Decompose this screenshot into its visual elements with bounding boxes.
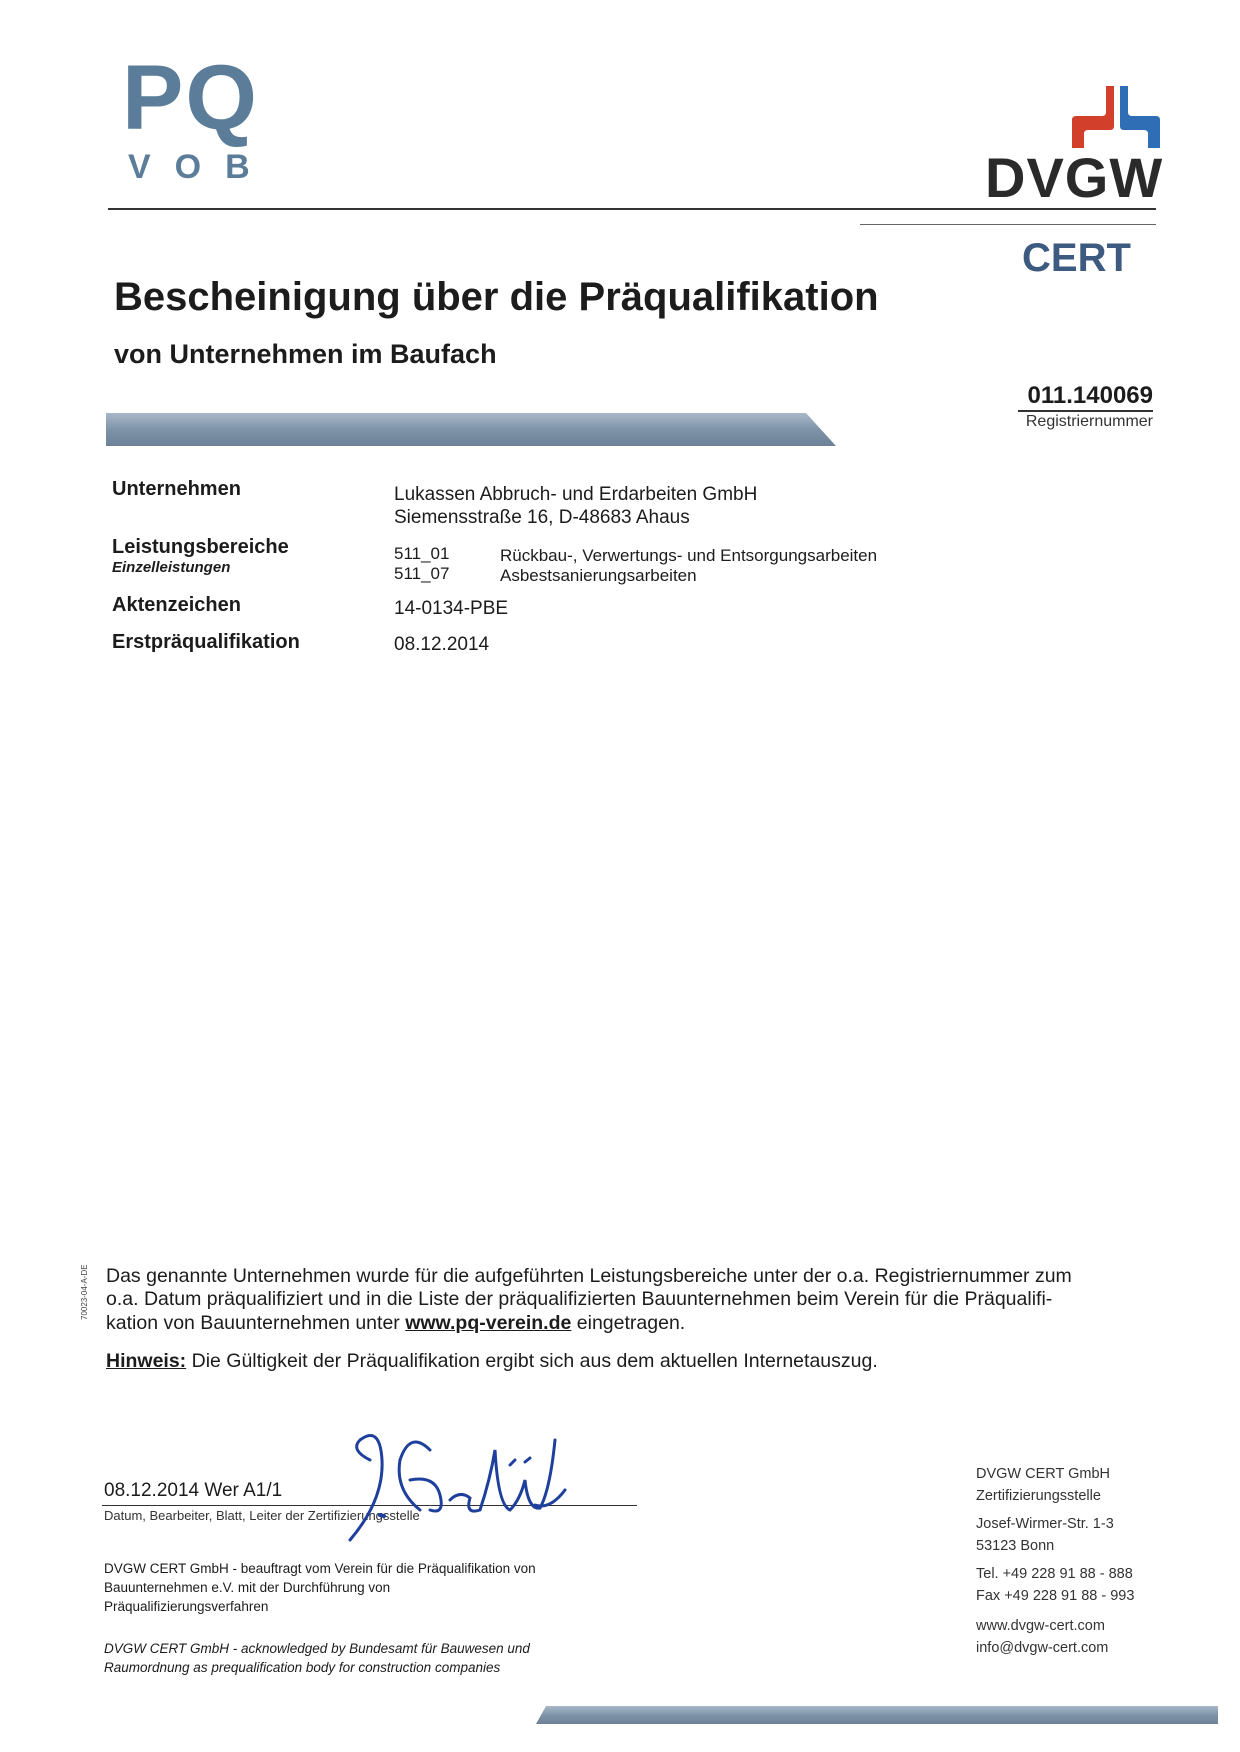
services-label: Leistungsbereiche [112,536,289,558]
address-email[interactable]: info@dvgw-cert.com [976,1640,1109,1656]
address-fax: Fax +49 228 91 88 - 993 [976,1588,1135,1604]
registration-number: 011.140069 [1018,384,1153,412]
header-rule-secondary [860,224,1156,225]
form-code: 70023-04-A-DE [80,1264,89,1320]
dvgw-mark-icon [1068,86,1164,148]
pq-logo: PQ [122,47,259,149]
decorative-band [106,408,836,446]
file-number: 14-0134-PBE [394,598,509,619]
statement-paragraph [106,1265,1136,1335]
notice-text: Die Gültigkeit der Präqualifikation ergibt sich aus dem aktuellen Internetauszug. [191,1350,878,1372]
notice-label: Hinweis: [106,1350,187,1372]
signature-line: 08.12.2014 Wer A1/1 [104,1480,283,1501]
registration-label: Registriernummer [1025,413,1153,430]
dvgw-logo: DVGW [985,146,1164,209]
acknowledgement-line: Raumordnung as prequalification body for construction companies [104,1659,501,1675]
initial-prequalification-label: Erstpräqualifikation [112,631,300,653]
notice [106,1350,1136,1373]
mandate-text [104,1560,624,1617]
service-code: 511_07 [394,564,450,583]
cert-logo: CERT [1022,236,1131,280]
statement-text: kation von Bauunternehmen unter [106,1311,400,1334]
signature-caption: Datum, Bearbeiter, Blatt, Leiter der Zertifizierungsstelle [104,1508,420,1523]
company-name: Lukassen Abbruch- und Erdarbeiten GmbH [394,484,758,505]
acknowledgement-line: DVGW CERT GmbH - acknowledged by Bundesamt für Bauwesen und [104,1641,530,1656]
statement-line [106,1312,1136,1335]
address-company: DVGW CERT GmbH [976,1466,1111,1482]
document-subtitle: von Unternehmen im Baufach [114,339,497,369]
header-rule [108,208,1156,210]
services-sublabel: Einzelleistungen [112,559,231,576]
document-title: Bescheinigung über die Präqualifikation [114,275,879,319]
mandate-line: DVGW CERT GmbH - beauftragt vom Verein für die Präqualifikation von [104,1561,536,1576]
company-address: Siemensstraße 16, D-48683 Ahaus [394,507,690,528]
statement-line: o.a. Datum präqualifiziert und in die Liste der präqualifizierten Bauunternehmen beim Verein für die Präqualifi- [106,1288,1053,1311]
footer-band [536,1706,1218,1724]
vob-logo: VOB [128,148,274,186]
service-name: Asbestsanierungsarbeiten [500,566,697,585]
mandate-line: Bauunternehmen e.V. mit der Durchführung von [104,1579,391,1595]
statement-line: Das genannte Unternehmen wurde für die aufgeführten Leistungsbereiche unter der o.a. Registriernummer zum [106,1265,1072,1287]
company-label: Unternehmen [112,478,241,500]
address-department: Zertifizierungsstelle [976,1488,1101,1504]
address-website[interactable]: www.dvgw-cert.com [976,1618,1105,1634]
service-code: 511_01 [394,544,450,563]
handwritten-signature [340,1420,580,1550]
address-phone: Tel. +49 228 91 88 - 888 [976,1566,1133,1582]
file-number-label: Aktenzeichen [112,594,241,616]
acknowledgement-text [104,1640,624,1678]
address-street: Josef-Wirmer-Str. 1-3 [976,1516,1114,1532]
service-name: Rückbau-, Verwertungs- und Entsorgungsarbeiten [500,546,878,565]
initial-prequalification-date: 08.12.2014 [394,634,490,655]
statement-text: eingetragen. [576,1311,686,1334]
address-city: 53123 Bonn [976,1538,1055,1554]
pq-verein-link[interactable]: www.pq-verein.de [405,1311,572,1334]
mandate-line: Präqualifizierungsverfahren [104,1598,269,1614]
